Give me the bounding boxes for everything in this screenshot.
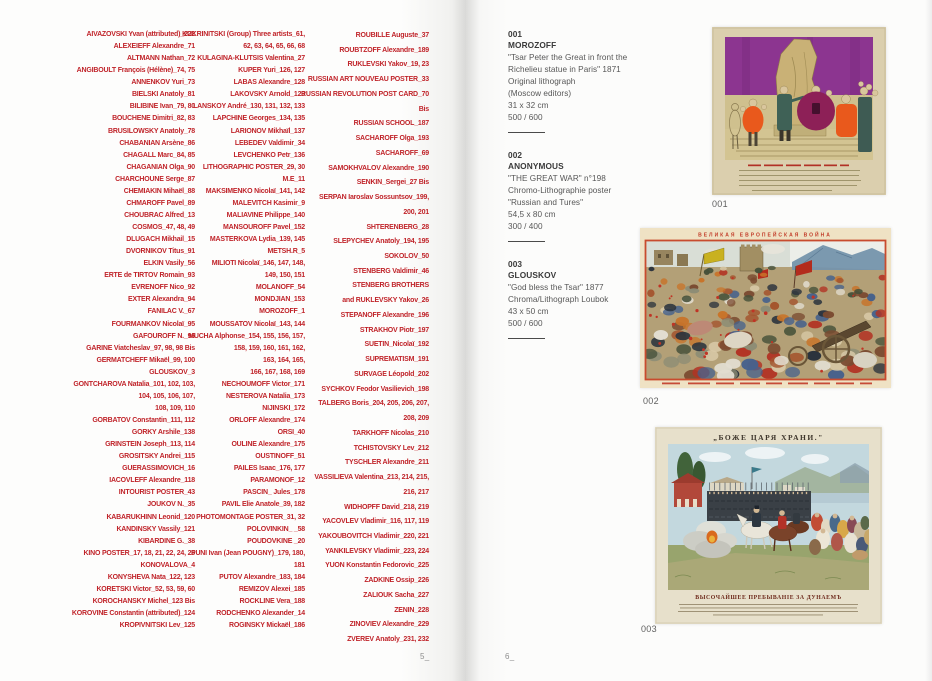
index-entry: LEBEDEV Valdimir_34 <box>234 139 305 147</box>
index-entry: SERPAN Iaroslav Sossuntsov_199, <box>319 194 429 202</box>
artwork-002-banner-title: ВЕЛИКАЯ ЕВРОПЕЙСКАЯ ВОЙНА <box>698 232 832 239</box>
index-entry: SLEPYCHEV Anatoly_194, 195 <box>333 238 429 246</box>
index-entry: GERMATCHEFF Mikaël_99, 100 <box>96 356 195 364</box>
index-entry: RUSSIAN REVOLUTION POST CARD_70 <box>301 90 429 98</box>
artwork-003-title: „БОЖЕ ЦАРЯ ХРАНИ." <box>713 433 824 442</box>
index-entry: GUERASSIMOVICH_16 <box>122 465 195 473</box>
index-entry: OULINE Alexandre_175 <box>231 441 305 449</box>
index-entry: ELKIN Vasily_56 <box>143 260 195 268</box>
index-entry: KINO POSTER_17, 18, 21, 22, 24, 25 <box>83 549 195 557</box>
page-number-right: 6_ <box>505 652 515 661</box>
lot-number: 003 <box>508 259 523 269</box>
index-entry: STEPANOFF Alexandre_196 <box>340 311 429 319</box>
index-entry: KABARUKHINN Leonid_120 <box>106 513 195 521</box>
index-entry: YAKOUBOVITCH Vladimir_220, 221 <box>318 532 429 540</box>
lot-003-artwork-photo <box>655 427 882 624</box>
index-column-c <box>299 29 429 648</box>
index-entry: SENKIN_Sergei_27 Bis <box>356 179 429 187</box>
index-entry: 200, 201 <box>403 208 429 216</box>
index-entry: ZENIN_228 <box>394 606 429 614</box>
index-entry: FANILAC V._67 <box>147 308 195 316</box>
index-entry: ROCKLINE Vera_188 <box>239 597 305 605</box>
index-entry: KIBARDINE G._38 <box>138 537 195 545</box>
index-entry: BOUCHENE Dimitri_82, 83 <box>112 115 195 123</box>
index-entry: NIJINSKI_172 <box>262 404 305 412</box>
index-entry: TARKHOFF Nicolas_210 <box>352 429 429 437</box>
index-entry: RUKLEVSKI Yakov_19, 23 <box>347 61 429 69</box>
index-entry: RUSSIAN SCHOOL_187 <box>353 120 429 128</box>
index-entry: BRUSILOWSKY Anatoly_78 <box>107 127 195 135</box>
lot-001-artwork-photo <box>712 27 886 195</box>
index-entry: MILIOTI Nicolaï_146, 147, 148, <box>211 260 305 268</box>
index-entry: ZINOVIEV Alexandre_229 <box>349 621 429 629</box>
index-entry: CHEMIAKIN Mihaël_88 <box>123 187 195 195</box>
index-entry: ALEXEIEFF Alexandre_71 <box>113 43 195 51</box>
index-entry: SYCHKOV Feodor Vasilievich_198 <box>321 385 429 393</box>
index-entry: ZADKINE Ossip_226 <box>364 577 429 585</box>
lot-description-line: 54,5 x 80 cm <box>508 210 556 219</box>
lot-description-line: 43 x 50 cm <box>508 307 549 316</box>
index-entry: GROSITSKY Andrei_115 <box>118 453 195 461</box>
index-entry: MALEVITCH Kasimir_9 <box>232 199 305 207</box>
artwork-003-picture <box>668 444 874 590</box>
index-entry: YANKILEVSKY Vladimir_223, 224 <box>325 547 429 555</box>
artwork-001-image <box>712 27 886 195</box>
index-entry: PAVIL Elie Anatole_39, 182 <box>221 501 305 509</box>
lot-002-artwork-photo <box>640 228 891 388</box>
index-entry: CHAGANIAN Olga_90 <box>126 163 195 171</box>
index-entry: PUTOV Alexandre_183, 184 <box>219 573 305 581</box>
index-entry: JOUKOV N._35 <box>147 501 195 509</box>
index-entry: COSMOS_47, 48, 49 <box>132 224 195 231</box>
index-entry: LAKOVSKY Arnold_129 <box>230 91 305 99</box>
index-entry: Bis <box>418 105 429 113</box>
index-entry: 104, 105, 106, 107, <box>138 392 195 400</box>
lot-entry-001 <box>508 29 673 133</box>
lot-description-line: "Russian and Tures" <box>508 198 584 207</box>
index-entry: GARINE Viatcheslav_97, 98, 98 Bis <box>86 344 195 352</box>
lot-description-line: Chromo-Lithographie poster <box>508 186 612 195</box>
artwork-002-picture <box>642 241 891 382</box>
index-entry: SURVAGE Léopold_202 <box>354 370 429 378</box>
lot-number: 002 <box>508 150 523 160</box>
index-entry: KONYSHEVA Nata_122, 123 <box>107 573 195 581</box>
index-entry: SAMOKHVALOV Alexandre_190 <box>328 164 429 172</box>
index-entry: LARIONOV Mikhaïl_137 <box>230 127 305 135</box>
index-entry: POLOVINKIN_ _58 <box>246 525 305 533</box>
index-entry: ERTE de TIRTOV Romain_93 <box>104 272 195 280</box>
lot-description-line: Original lithograph <box>508 77 576 86</box>
index-entry: ALTMANN Nathan_72 <box>126 55 195 63</box>
lot-artist-name: ANONYMOUS <box>508 161 564 171</box>
index-entry: BIELSKI Anatoly_81 <box>131 91 195 99</box>
right-page <box>466 0 932 681</box>
artwork-003-image <box>655 427 882 624</box>
lot-artist-name: GLOUSKOV <box>508 270 557 280</box>
index-column-b <box>178 29 305 632</box>
divider-rule <box>508 241 545 242</box>
lot-description <box>508 52 673 112</box>
index-entry: MONDJIAN_153 <box>254 296 305 304</box>
lot-description <box>508 173 673 221</box>
index-entry: 166, 167, 168, 169 <box>250 368 305 376</box>
index-entry: OUSTINOFF_51 <box>255 453 305 461</box>
index-entry: YACOVLEV Vladimir_116, 117, 119 <box>322 518 429 526</box>
index-entry: KUKRINITSKI (Group) Three artists_61, <box>182 31 305 38</box>
index-entry: TCHISTOVSKY Lev_212 <box>353 444 429 452</box>
index-entry: MOLANOFF_54 <box>255 284 305 292</box>
index-entry: CHARCHOUNE Serge_87 <box>115 175 195 183</box>
index-entry: SUETIN_Nicolaï_192 <box>364 341 429 349</box>
index-entry: SACHAROFF_69 <box>375 149 429 157</box>
index-entry: IACOVLEFF Alexandre_118 <box>109 477 195 485</box>
index-entry: TYSCHLER Alexandre_211 <box>344 459 429 467</box>
index-entry: M.E_11 <box>282 175 305 183</box>
index-entry: KORETSKI Victor_52, 53, 59, 60 <box>96 585 195 593</box>
index-entry: SUPREMATISM_191 <box>365 356 429 364</box>
index-entry: and RUKLEVSKY Yakov_26 <box>342 297 429 305</box>
index-entry: MALIAVINE Philippe_140 <box>226 211 305 219</box>
index-entry: KULAGINA-KLUTSIS Valentina_27 <box>197 55 305 63</box>
index-entry: REMIZOV Alexei_185 <box>238 585 305 593</box>
index-entry: STENBERG BROTHERS <box>352 282 429 290</box>
lot-estimate: 300 / 400 <box>508 222 543 231</box>
index-entry: YUON Konstantin Fedorovic_225 <box>325 562 429 570</box>
index-entry: PUNI Ivan (Jean POUGNY)_179, 180, <box>190 549 305 557</box>
index-entry: MANSOUROFF Pavel_152 <box>223 224 305 231</box>
lot-description-line: "God bless the Tsar" 1877 <box>508 283 604 292</box>
index-entry: GORKY Arshile_138 <box>131 429 195 437</box>
index-entry: ZVEREV Anatoly_231, 232 <box>347 636 429 644</box>
index-entry: GRINSTEIN Joseph_113, 114 <box>105 441 195 449</box>
index-entry: CHMAROFF Pavel_89 <box>126 199 195 207</box>
index-entry: DVORNIKOV Titus_91 <box>125 248 195 256</box>
index-entry: EXTER Alexandra_94 <box>128 296 195 304</box>
index-entry: GORBATOV Constantin_111, 112 <box>92 417 195 424</box>
index-entry: 163, 164, 165, <box>263 356 305 364</box>
index-entry: NECHOUMOFF Victor_171 <box>221 380 305 388</box>
index-entry: MUCHA Alphonse_154, 155, 156, 157, <box>188 332 305 340</box>
index-entry: PASCIN_ Jules_178 <box>243 489 305 497</box>
lot-description-line: "Tsar Peter the Great in front the <box>508 53 628 62</box>
index-column-a <box>20 29 195 632</box>
index-entry: 108, 109, 110 <box>155 404 195 412</box>
index-entry: ANGIBOULT François (Hélène)_74, 75 <box>76 67 195 75</box>
index-entry: LITHOGRAPHIC POSTER_29, 30 <box>202 163 305 171</box>
artwork-003-subtitle: ВЫСОЧАЙШЕЕ ПРЕБЫВАНІЕ ЗА ДУНАЕМЪ <box>695 595 842 601</box>
index-entry: STRAKHOV Piotr_197 <box>359 326 429 334</box>
artwork-001-picture <box>725 37 878 160</box>
index-entry: BILIBINE Ivan_79, 80 <box>129 103 195 111</box>
index-entry: MOUSSATOV Nicolaï_143, 144 <box>209 320 305 328</box>
page-edge-shadow <box>925 0 932 681</box>
lot-estimate: 500 / 600 <box>508 113 543 122</box>
index-entry: KOROVINE Constantin (attributed)_124 <box>71 610 195 617</box>
lot-003-photo-caption: 003 <box>641 624 657 634</box>
index-entry: SOKOLOV_50 <box>384 253 429 261</box>
index-entry: EVRENOFF Nico_92 <box>131 284 195 292</box>
page-number-left: 5_ <box>420 652 430 661</box>
index-entry: VASSILIEVA Valentina_213, 214, 215, <box>314 474 429 482</box>
illegible-caption-dashes <box>662 383 872 385</box>
index-entry: ROUBILLE Auguste_37 <box>355 32 429 39</box>
index-entry: FOURMANKOV Nicolaï_95 <box>111 320 195 328</box>
index-entry: RODCHENKO Alexander_14 <box>216 610 305 617</box>
lot-description-line: 31 x 32 cm <box>508 101 549 110</box>
index-entry: KANDINSKY Vassily_121 <box>116 525 195 533</box>
index-entry: 216, 217 <box>403 488 429 496</box>
index-entry: MOROZOFF_1 <box>259 308 305 316</box>
index-entry: PHOTOMONTAGE POSTER_31, 32 <box>196 513 305 521</box>
index-entry: LABAS Alexandre_128 <box>233 79 305 87</box>
divider-rule <box>508 132 545 133</box>
index-entry: PARAMONOF_12 <box>250 477 305 485</box>
index-entry: RUSSIAN ART NOUVEAU POSTER_33 <box>307 76 429 84</box>
index-entry: STENBERG Valdimir_46 <box>353 267 429 275</box>
lot-description-line: Chroma/Lithograph Loubok <box>508 295 609 304</box>
index-entry: LEVCHENKO Petr_136 <box>233 151 305 159</box>
index-entry: ANNENKOV Yuri_73 <box>131 79 195 87</box>
index-entry: ORSI_40 <box>277 429 305 437</box>
index-entry: GAFOUROFF N._96 <box>133 332 195 340</box>
index-entry: LANSKOY André_130, 131, 132, 133 <box>193 103 305 111</box>
index-entry: CHOUBRAC Alfred_13 <box>124 211 195 219</box>
lot-artist-name: MOROZOFF <box>508 40 557 50</box>
index-entry: KUPER Yuri_126, 127 <box>238 67 305 75</box>
index-entry: MASTERKOVA Lydia_139, 145 <box>209 236 305 244</box>
index-entry: GLOUSKOV_3 <box>149 368 195 376</box>
lot-description-line: Richelieu statue in Paris" 1871 <box>508 65 621 74</box>
index-entry: POUDOVKINE _20 <box>247 537 305 545</box>
index-entry: 181 <box>293 561 305 569</box>
index-entry: CHABANIAN Arsène_86 <box>119 139 195 147</box>
index-entry: KOROCHANSKY Michel_123 Bis <box>92 597 195 605</box>
index-entry: LAPCHINE Georges_134, 135 <box>212 115 305 123</box>
lot-description-line: (Moscow editors) <box>508 89 572 98</box>
index-entry: 208, 209 <box>403 415 429 423</box>
index-entry: METSH.R_5 <box>267 248 305 256</box>
index-entry: TALBERG Boris_204, 205, 206, 207, <box>318 400 429 408</box>
lot-estimate: 500 / 600 <box>508 319 543 328</box>
lot-description-line: "THE GREAT WAR" n°198 <box>508 174 606 183</box>
index-entry: CHAGALL Marc_84, 85 <box>123 151 195 159</box>
index-entry: WIDHOPFF David_218, 219 <box>344 503 429 511</box>
index-entry: KROPIVNITSKI Lev_125 <box>119 622 195 630</box>
index-entry: KONOVALOVA_4 <box>140 561 195 569</box>
lot-002-photo-caption: 002 <box>643 396 659 406</box>
divider-rule <box>508 338 545 339</box>
index-entry: GONTCHAROVA Natalia_101, 102, 103, <box>73 380 195 388</box>
index-entry: INTOURIST POSTER_43 <box>118 489 195 497</box>
index-entry: NESTEROVA Natalia_173 <box>225 392 305 400</box>
index-entry: 158, 159, 160, 161, 162, <box>233 344 305 352</box>
index-entry: MAKSIMENKO Nicolaï_141, 142 <box>205 187 305 195</box>
index-entry: AIVAZOVSKI Yvan (attributed)_222 <box>86 31 195 38</box>
index-entry: ZALIOUK Sacha_227 <box>363 591 429 599</box>
index-entry: DLUGACH Mikhail_15 <box>126 236 195 244</box>
index-entry: 149, 150, 151 <box>264 272 305 280</box>
index-entry: 62, 63, 64, 65, 66, 68 <box>243 43 305 51</box>
index-entry: SHTERENBERG_28 <box>366 223 429 231</box>
index-entry: SACHAROFF Olga_193 <box>355 135 429 143</box>
lot-number: 001 <box>508 29 523 39</box>
index-entry: ORLOFF Alexandre_174 <box>229 417 305 424</box>
index-entry: PAILES Isaac_176, 177 <box>233 465 305 473</box>
index-entry: ROUBTZOFF Alexandre_189 <box>339 46 429 54</box>
artwork-002-image <box>640 228 891 388</box>
index-entry: ROGINSKY Mickaël_186 <box>228 622 305 630</box>
lot-001-photo-caption: 001 <box>712 199 728 209</box>
